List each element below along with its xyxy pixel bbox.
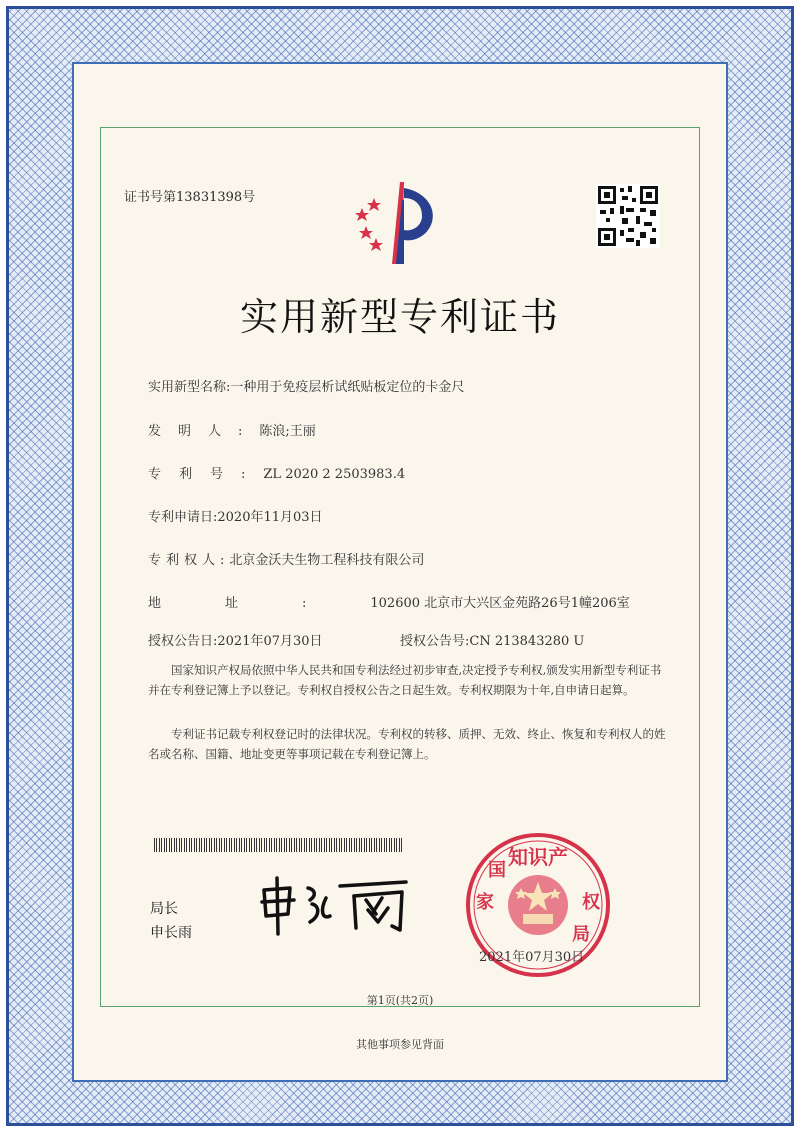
field-announcement-number — [400, 630, 584, 649]
qr-code-icon — [596, 184, 660, 248]
field-value: 2020年11月03日 — [217, 510, 323, 525]
field-label: 专利申请日: — [148, 510, 218, 525]
svg-text:局: 局 — [572, 924, 590, 945]
field-value: 北京金沃夫生物工程科技有限公司 — [229, 553, 425, 568]
field-label: 发明人: — [148, 424, 260, 439]
svg-text:家: 家 — [476, 892, 494, 913]
field-label: 授权公告日: — [148, 634, 218, 649]
certificate-number: 证书号第13831398号 — [124, 190, 256, 205]
svg-text:知识产: 知识产 — [508, 845, 568, 869]
signatory-name: 申长雨 — [150, 925, 192, 941]
barcode — [154, 838, 404, 852]
handwritten-signature — [256, 876, 416, 936]
field-label: 授权公告号: — [400, 634, 470, 649]
field-value: 陈浪;王丽 — [259, 424, 316, 439]
field-filing-date — [148, 506, 323, 525]
field-label: 专利权人: — [148, 553, 230, 568]
field-patentee — [148, 549, 424, 568]
certificate-title: 实用新型专利证书 — [239, 295, 560, 339]
svg-text:权: 权 — [582, 892, 600, 913]
field-announcement-date — [148, 630, 323, 649]
field-value: 102600 北京市大兴区金苑路26号1幢206室 — [370, 596, 630, 611]
cnipa-logo-icon — [352, 180, 442, 264]
seal-date: 2021年07月30日 — [479, 950, 585, 965]
field-inventor — [148, 420, 316, 439]
field-patent-number — [148, 463, 405, 482]
field-value: CN 213843280 U — [469, 634, 585, 649]
grant-statement: 国家知识产权局依照中华人民共和国专利法经过初步审查,决定授予专利权,颁发实用新型专利证书并在专利登记簿上予以登记。专利权自授权公告之日起生效。专利权期限为十年,自申请日起算。 — [148, 663, 662, 697]
legal-status-note: 专利证书记载专利权登记时的法律状况。专利权的转移、质押、无效、终止、恢复和专利权人的姓名或名称、国籍、地址变更等事项记载在专利登记簿上。 — [148, 727, 666, 761]
field-value: 2021年07月30日 — [217, 634, 323, 649]
field-label: 专利号: — [148, 467, 264, 482]
field-label: 实用新型名称: — [148, 380, 231, 395]
field-utility-name — [148, 376, 464, 395]
page-indicator: 第1页(共2页) — [366, 994, 434, 1007]
footer-note: 其他事项参见背面 — [356, 1038, 444, 1051]
field-value: ZL 2020 2 2503983.4 — [263, 467, 406, 482]
field-address — [148, 592, 630, 611]
svg-text:国: 国 — [488, 860, 506, 881]
field-value: 一种用于免疫层析试纸贴板定位的卡金尺 — [230, 380, 465, 395]
field-label: 地址: — [148, 596, 371, 611]
signatory-role: 局长 — [150, 901, 178, 917]
